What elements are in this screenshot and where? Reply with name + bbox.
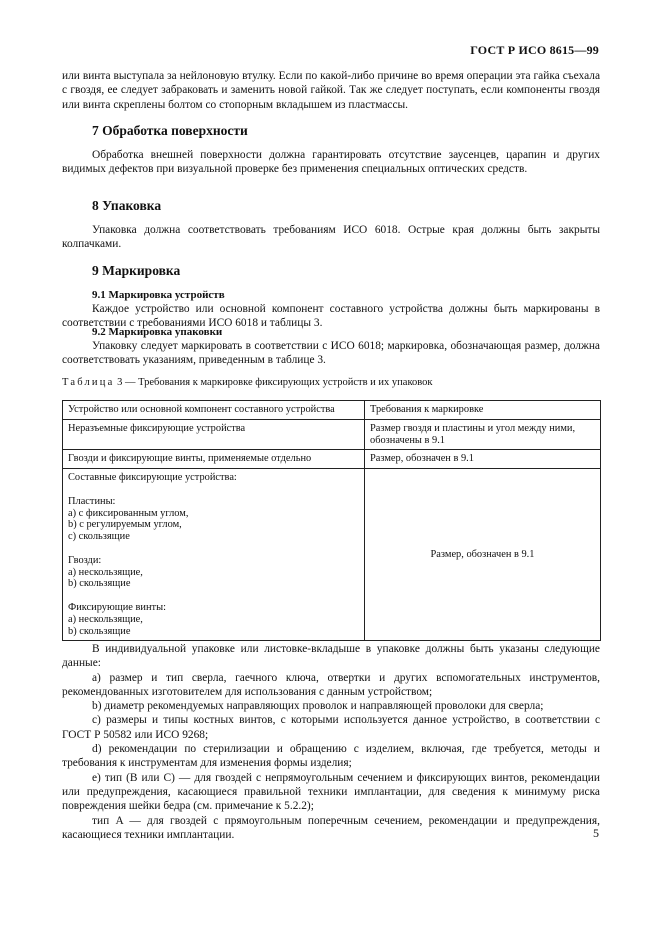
section-9-1-text: Каждое устройство или основной компонент составного устройства должны быть маркированы в соответствии с требованиями ИСО 6018 и таблицы 3. (62, 303, 600, 330)
section-7-body (62, 148, 600, 177)
composite-line: b) скользящие (68, 578, 131, 590)
composite-line (68, 484, 359, 496)
row3-requirement: Размер, обозначен в 9.1 (365, 469, 601, 641)
section-8-text: Упаковка должна соответствовать требованиям ИСО 6018. Острые края должны быть закрыты колпачками. (62, 224, 600, 251)
section-9-title: 9 Маркировка (92, 263, 181, 278)
row2-device: Гвозди и фиксирующие винты, применяемые отдельно (63, 450, 365, 469)
composite-line: c) скользящие (68, 531, 130, 543)
section-7-title: 7 Обработка поверхности (92, 123, 248, 138)
composite-line: Гвозди: (68, 554, 102, 566)
list-item-c: c) размеры и типы костных винтов, с которыми используется данное устройство, в соответствии с ГОСТ Р 50582 или ИСО 9268; (62, 714, 600, 741)
table-header-row (63, 401, 601, 420)
list-item-type-a: тип A — для гвоздей с прямоугольным поперечным сечением, рекомендации и предупреждения, касающиеся техники имплантации. (62, 814, 600, 841)
caption-label: Таблица (62, 377, 115, 388)
page-number: 5 (593, 826, 599, 840)
section-8-title: 8 Упаковка (92, 198, 162, 213)
composite-line: a) с фиксированным углом, (68, 507, 189, 519)
row2-requirement: Размер, обозначен в 9.1 (365, 450, 601, 469)
composite-line: Фиксирующие винты: (68, 601, 166, 613)
intro-text: или винта выступала за нейлоновую втулку. Если по какой-либо причине во время операции эта гайка съехала с гвоздя, ее следует забраковать и заменить новой гайкой. Так же следует поступать, если компоненты гвоздя или винта скреплены болтом со стопорным вкладышем из пластмассы. (62, 70, 600, 111)
table-row (63, 419, 601, 450)
list-item-d: d) рекомендации по стерилизации и обращению с изделием, включая, где требуется, методы и требования к инструментам для изменения формы изделия; (62, 743, 600, 770)
row3-device (63, 469, 365, 641)
section-9-2-text: Упаковку следует маркировать в соответствии с ИСО 6018; маркировка, обозначающая размер, должна соответствовать указаниям, приведенным в таблице 3. (62, 340, 600, 367)
row1-device: Неразъемные фиксирующие устройства (63, 419, 365, 450)
section-8-body (62, 223, 600, 252)
composite-line: a) нескользящие, (68, 613, 143, 625)
composite-line: b) с регулируемым углом, (68, 519, 182, 531)
table-row (63, 469, 601, 641)
table-row (63, 450, 601, 469)
list-intro: В индивидуальной упаковке или листовке-вкладыше в упаковке должны быть указаны следующие данные: (62, 643, 600, 670)
caption-text: 3 — Требования к маркировке фиксирующих устройств и их упаковок (114, 377, 433, 388)
col2-header: Требования к маркировке (365, 401, 601, 420)
table-3-caption (62, 377, 433, 388)
composite-line: Составные фиксирующие устройства: (68, 472, 237, 484)
composite-line (68, 590, 359, 602)
composite-line (68, 543, 359, 555)
composite-line: a) нескользящие, (68, 566, 143, 578)
document-header: ГОСТ Р ИСО 8615—99 (470, 43, 599, 57)
table-3 (62, 400, 601, 641)
list-item-a: a) размер и тип сверла, гаечного ключа, отвертки и других вспомогательных инструментов, рекомендованных изготовителем для использования с данным устройством; (62, 671, 600, 698)
section-7-text: Обработка внешней поверхности должна гарантировать отсутствие заусенцев, царапин и других видимых дефектов при визуальной проверке без применения специальных оптических средств. (62, 149, 600, 176)
composite-line: Пластины: (68, 495, 116, 507)
list-item-e: e) тип (B или C) — для гвоздей с непрямоугольным сечением и фиксирующих винтов, рекомендации или предупреждения, касающиеся правильной техники имплантации, для сведения к минимуму риска повреждения шейки бедра (см. примечание к 5.2.2); (62, 771, 600, 813)
section-9-2-title: 9.2 Маркировка упаковки (92, 326, 223, 338)
section-9-2-body (62, 339, 600, 368)
row1-requirement: Размер гвоздя и пластины и угол между ними, обозначены в 9.1 (365, 419, 601, 450)
section-9-1-title: 9.1 Маркировка устройств (92, 289, 225, 301)
col1-header: Устройство или основной компонент составного устройства (63, 401, 365, 420)
requirements-list (62, 642, 600, 842)
list-item-b: b) диаметр рекомендуемых направляющих проволок и направляющей проволоки для сверла; (92, 700, 544, 713)
intro-paragraph (62, 69, 600, 112)
composite-line: b) скользящие (68, 625, 131, 637)
